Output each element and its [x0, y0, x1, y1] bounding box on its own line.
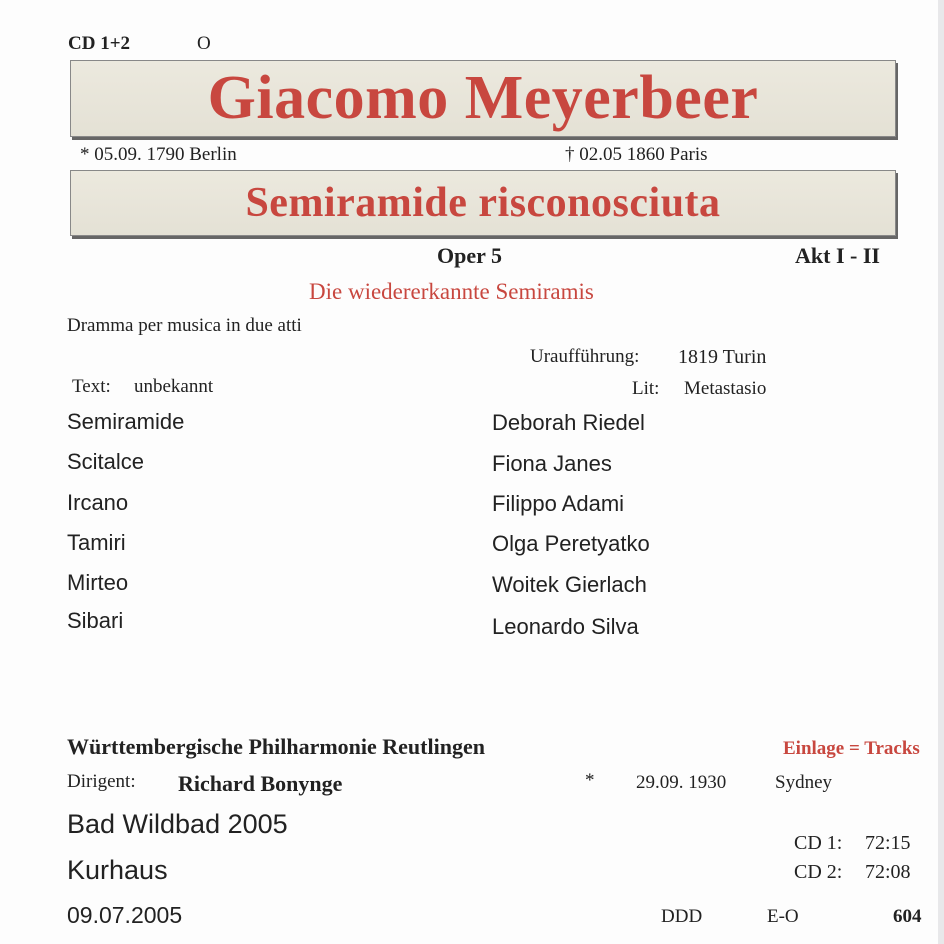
- singer-name: Deborah Riedel: [492, 410, 645, 435]
- conductor-label: Dirigent:: [67, 771, 136, 792]
- composer-birth: * 05.09. 1790 Berlin: [80, 144, 237, 165]
- disc-label: CD 2:: [794, 861, 843, 883]
- work-title-banner: [70, 170, 896, 236]
- recording-date: 09.07.2005: [67, 902, 183, 928]
- singer-name: Leonardo Silva: [492, 614, 639, 639]
- work-subtitle: Die wiedererkannte Semiramis: [309, 279, 594, 304]
- premiere-label: Uraufführung:: [530, 346, 640, 367]
- role-name: Mirteo: [67, 570, 129, 595]
- genre: Dramma per musica in due atti: [67, 315, 302, 336]
- orchestra: Württembergische Philharmonie Reutlingen: [67, 734, 485, 759]
- acts: Akt I - II: [795, 243, 880, 268]
- work-title: Semiramide risconosciuta: [245, 180, 721, 226]
- composer-banner: [70, 60, 896, 137]
- role-name: Semiramide: [67, 409, 185, 434]
- cd-label: CD 1+2: [68, 33, 131, 54]
- conductor-birth-mark: *: [585, 770, 595, 791]
- page-edge: [938, 0, 944, 944]
- opus-number: Oper 5: [437, 243, 502, 268]
- recording-venue: Kurhaus: [67, 855, 168, 885]
- disc-duration: 72:15: [865, 832, 911, 854]
- conductor-birth-date: 29.09. 1930: [636, 772, 727, 793]
- conductor-birth-place: Sydney: [775, 772, 832, 793]
- lit-value: Metastasio: [684, 378, 767, 399]
- singer-name: Olga Peretyatko: [492, 531, 650, 556]
- role-name: Tamiri: [67, 530, 126, 555]
- symbol-mark: O: [197, 33, 211, 54]
- insert-note: Einlage = Tracks: [783, 738, 920, 759]
- composer-death: † 02.05 1860 Paris: [565, 144, 708, 165]
- conductor-name: Richard Bonynge: [178, 771, 343, 796]
- disc-duration: 72:08: [865, 861, 911, 883]
- text-label: Text:: [72, 376, 111, 397]
- catalog-code: E-O: [767, 906, 799, 927]
- recording-location: Bad Wildbad 2005: [67, 809, 288, 839]
- role-name: Scitalce: [67, 449, 145, 474]
- disc-label: CD 1:: [794, 832, 843, 854]
- text-value: unbekannt: [134, 376, 214, 397]
- singer-name: Woitek Gierlach: [492, 572, 647, 597]
- lit-label: Lit:: [632, 378, 660, 399]
- role-name: Ircano: [67, 490, 129, 515]
- recording-format: DDD: [661, 906, 703, 927]
- role-name: Sibari: [67, 608, 124, 633]
- composer-name: Giacomo Meyerbeer: [207, 64, 759, 132]
- singer-name: Filippo Adami: [492, 491, 625, 516]
- singer-name: Fiona Janes: [492, 451, 612, 476]
- premiere-value: 1819 Turin: [678, 346, 767, 368]
- catalog-number: 604: [893, 906, 922, 927]
